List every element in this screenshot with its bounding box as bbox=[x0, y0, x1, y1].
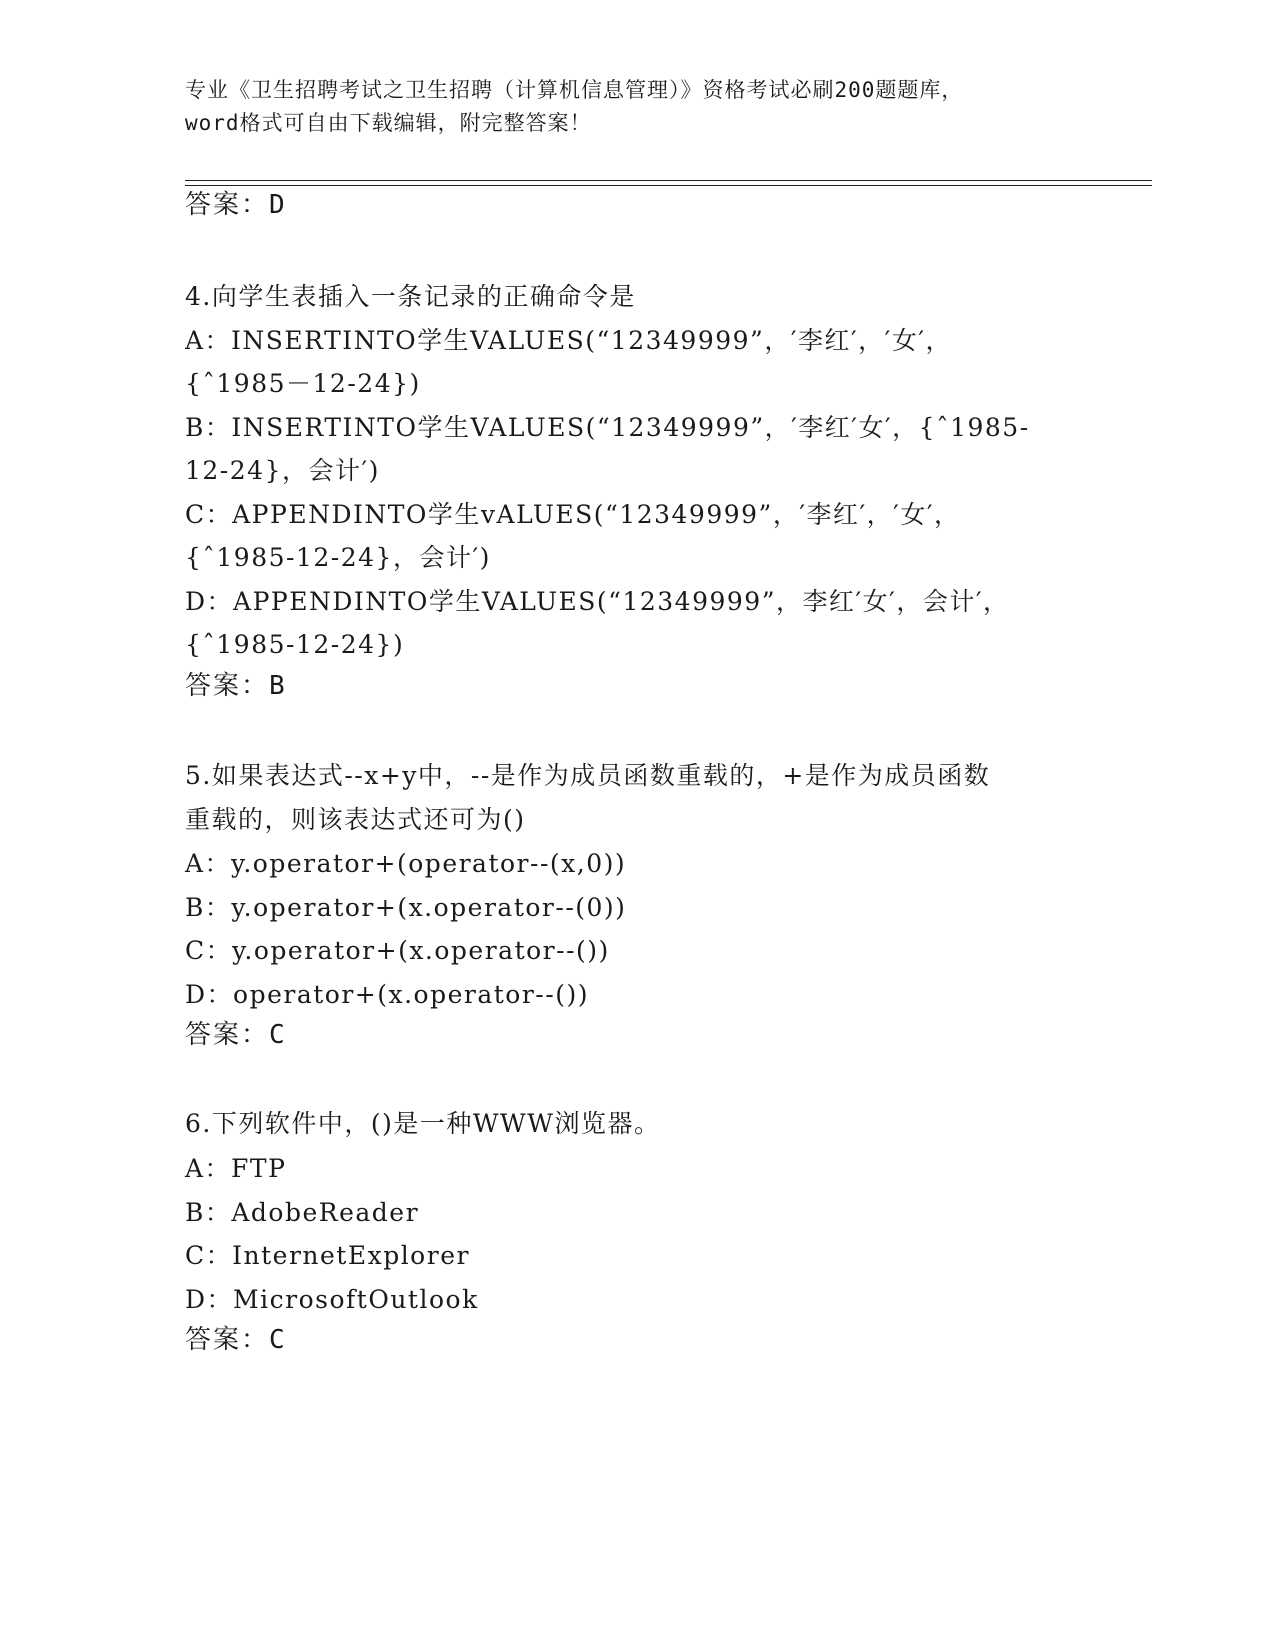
question-4-answer: 答案：B bbox=[185, 671, 287, 701]
question-6-option-a: A：FTP bbox=[185, 1154, 287, 1183]
question-4-option-b-line-2: 12-24}，会计′) bbox=[185, 456, 380, 485]
question-4-option-a-line-1: A：INSERTINTO学生VALUES(“12349999”，′李红′，′女′， bbox=[185, 326, 953, 355]
question-4-option-c-line-1: C：APPENDINTO学生vALUES(“12349999”，′李红′，′女′， bbox=[185, 500, 961, 529]
question-5-option-c: C：y.operator+(x.operator--()) bbox=[185, 936, 610, 965]
question-4-stem: 4.向学生表插入一条记录的正确命令是 bbox=[185, 282, 636, 311]
question-4-option-c-line-2: {ˆ1985-12-24}，会计′) bbox=[185, 543, 491, 572]
question-6-stem: 6.下列软件中，()是一种WWW浏览器。 bbox=[185, 1109, 661, 1138]
previous-answer: 答案：D bbox=[185, 190, 287, 220]
question-4-option-d-line-2: {ˆ1985-12-24}) bbox=[185, 630, 405, 659]
question-6-answer: 答案：C bbox=[185, 1325, 287, 1355]
question-4-option-d-line-1: D：APPENDINTO学生VALUES(“12349999”，李红′女′，会计′， bbox=[185, 587, 1010, 616]
question-6-option-d: D：MicrosoftOutlook bbox=[185, 1285, 479, 1314]
question-6-option-c: C：InternetExplorer bbox=[185, 1241, 470, 1270]
header-divider-top bbox=[185, 180, 1152, 181]
question-5-stem-line-2: 重载的，则该表达式还可为() bbox=[185, 805, 526, 834]
question-5-option-a: A：y.operator+(operator--(x,0)) bbox=[185, 849, 627, 878]
question-4-option-b-line-1: B：INSERTINTO学生VALUES(“12349999”，′李红′女′，{ˆ1985- bbox=[185, 413, 1030, 442]
question-5-option-b: B：y.operator+(x.operator--(0)) bbox=[185, 893, 627, 922]
question-5-answer: 答案：C bbox=[185, 1020, 287, 1050]
header-divider-bottom bbox=[185, 185, 1152, 186]
document-header bbox=[185, 74, 1085, 140]
question-6-option-b: B：AdobeReader bbox=[185, 1198, 420, 1227]
header-line-1: 专业《卫生招聘考试之卫生招聘（计算机信息管理）》资格考试必刷200题题库， bbox=[185, 78, 964, 102]
question-4-option-a-line-2: {ˆ1985－12-24}) bbox=[185, 369, 421, 398]
question-5-stem-line-1: 5.如果表达式--x+y中，--是作为成员函数重载的，+是作为成员函数 bbox=[185, 761, 991, 790]
question-5-option-d: D：operator+(x.operator--()) bbox=[185, 980, 589, 1009]
header-line-2: word格式可自由下载编辑，附完整答案！ bbox=[185, 111, 592, 135]
